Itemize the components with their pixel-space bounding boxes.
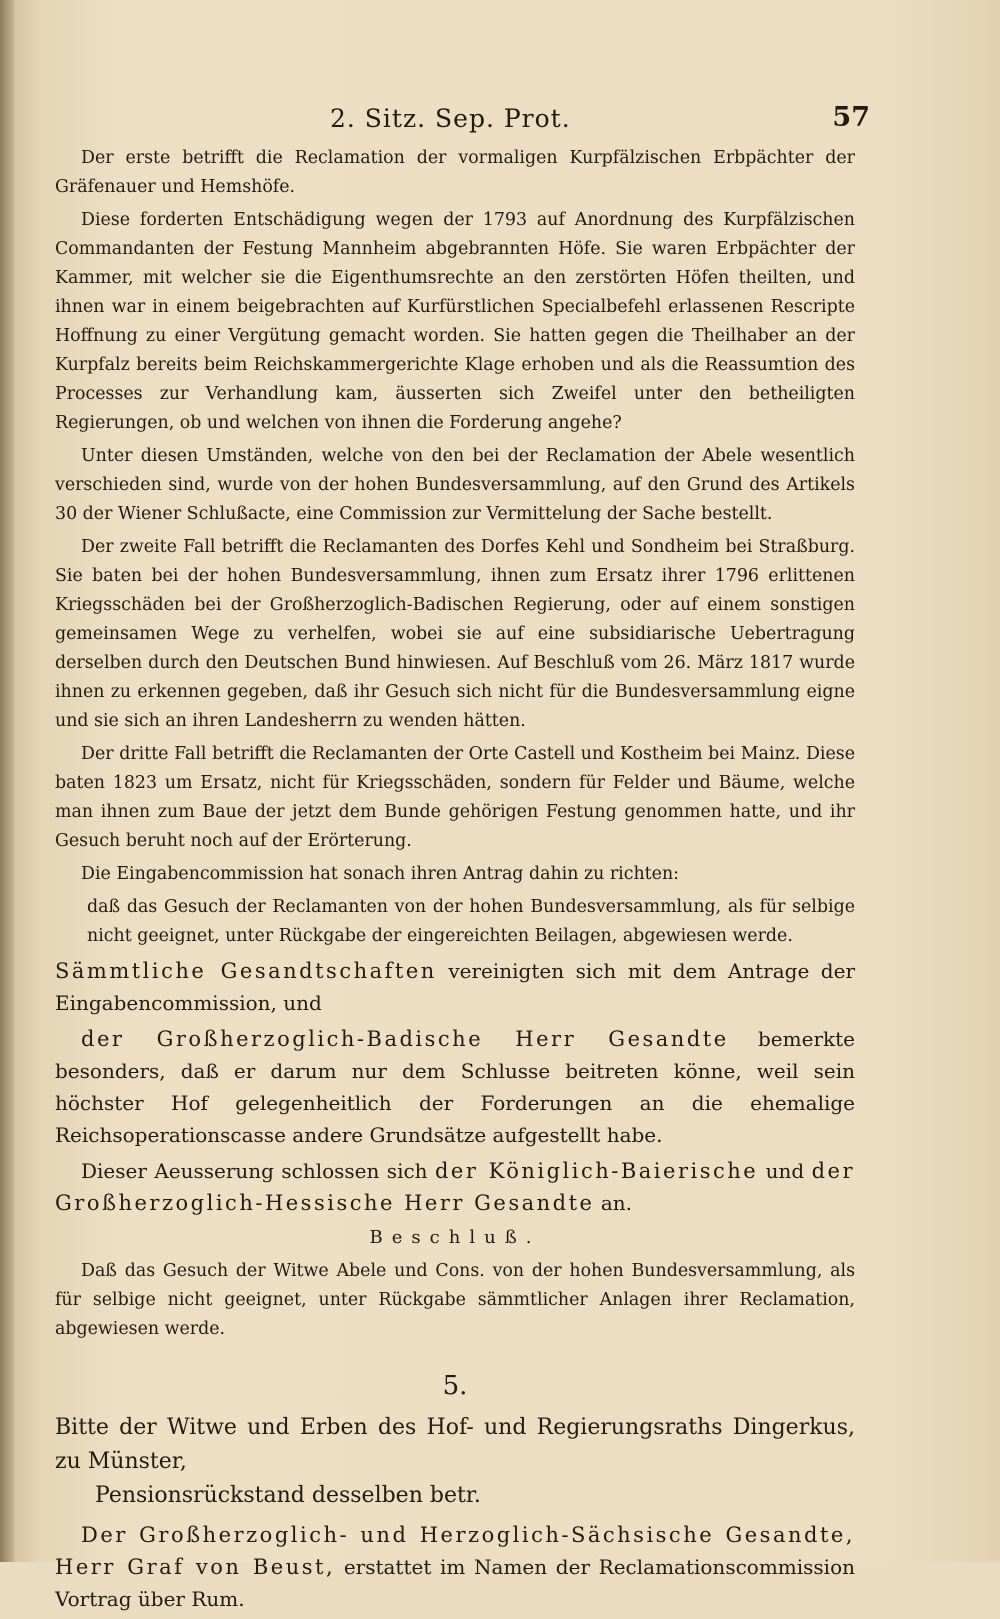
page-number: 57 xyxy=(832,102,870,133)
paragraph-text: bemerkte besonders, daß er darum nur dem Schlusse beitreten könne, weil sein höchster Hof gelegenheitlich der Forderungen an die ehemalige Reichsoperationscasse andere Grundsätze aufgestellt habe. xyxy=(55,1027,855,1147)
paragraph-text: vereinigten sich mit dem Antrage der Eingabencommission, und xyxy=(55,959,856,1015)
paragraph-text: und xyxy=(765,1159,805,1183)
paragraph-bavaria-hesse xyxy=(55,1155,855,1219)
paragraph-third-case: Der dritte Fall betrifft die Reclamanten der Orte Castell und Kostheim bei Mainz. Diese baten 1823 um Ersatz, nicht für Kriegsschäden, sondern für Felder und Bäume, welche man ihnen zum Baue der jetzt dem Bunde gehörigen Festung genommen hatte, und ihr Gesuch beruht noch auf der Erörterung. xyxy=(55,744,855,851)
paragraph-text: erstattet im Namen der Reclamationscommission Vortrag über Rum. xyxy=(55,1555,855,1611)
beschluss-heading: Beschluß. xyxy=(369,1227,541,1248)
paragraph-text: an. xyxy=(600,1191,632,1215)
spaced-phrase: der Großherzoglich-Badische Herr Gesandte xyxy=(81,1027,729,1051)
paragraph-baden-remark xyxy=(55,1023,855,1151)
section-number: 5. xyxy=(442,1371,468,1401)
page-header xyxy=(60,102,870,144)
paragraph-commission: Unter diesen Umständen, welche von den bei der Reclamation der Abele wesentlich verschieden sind, wurde von der hohen Bundesversammlung, auf den Grund des Artikels 30 der Wiener Schlußacte, eine Commission zur Vermittelung der Sache bestellt. xyxy=(55,446,855,524)
section-title-line-2: Pensionsrückstand desselben betr. xyxy=(95,1483,481,1508)
paragraph-commission-motion: Die Eingabencommission hat sonach ihren Antrag dahin zu richten: xyxy=(81,864,680,884)
beschluss-heading-line xyxy=(55,1223,855,1253)
section-title xyxy=(55,1411,855,1513)
paragraph-text: Dieser Aeusserung schlossen sich xyxy=(81,1159,428,1183)
spaced-phrase: der Königlich-Baierische xyxy=(434,1159,759,1183)
paragraph-all-delegations xyxy=(55,955,855,1019)
paragraph-first-case-details: Diese forderten Entschädigung wegen der 1793 auf Anordnung des Kurpfälzischen Commandanten der Festung Mannheim abgebrannten Höfe. Sie waren Erbpächter der Kammer, mit welcher sie die Eigenthumsrechte an den zerstörten Höfen theilten, und ihnen war in einem beigebrachten auf Kurfürstlichen Specialbefehl erlassenen Rescripte Hoffnung zu einer Vergütung gemacht worden. Sie hatten gegen die Theilhaber an der Kurpfalz bereits beim Reichskammergerichte Klage erhoben und als die Reassumtion des Processes zur Verhandlung kam, äusserten sich Zweifel unter den betheiligten Regierungen, ob und welchen von ihnen die Forderung angehe? xyxy=(55,210,855,433)
paragraph-saxon-report xyxy=(55,1519,855,1615)
section-title-line-1: Bitte der Witwe und Erben des Hof- und Regierungsraths Dingerkus, zu Münster, xyxy=(55,1415,855,1474)
page-body xyxy=(55,144,855,1619)
running-title: 2. Sitz. Sep. Prot. xyxy=(330,104,571,133)
paragraph-second-case: Der zweite Fall betrifft die Reclamanten des Dorfes Kehl und Sondheim bei Straßburg. Sie baten bei der hohen Bundesversammlung, ihnen zum Ersatz ihrer 1796 erlittenen Kriegsschäden bei der Großherzoglich-Badischen Regierung, oder auf einem sonstigen gemeinsamen Wege zu verhelfen, wobei sie auf eine subsidiarische Uebertragung derselben durch den Deutschen Bund hinwiesen. Auf Beschluß vom 26. März 1817 wurde ihnen zu erkennen gegeben, daß ihr Gesuch sich nicht für die Bundesversammlung eigne und sie sich an ihren Landesherrn zu wenden hätten. xyxy=(55,537,855,731)
paragraph-resolution: Daß das Gesuch der Witwe Abele und Cons. von der hohen Bundesversammlung, als für selbige nicht geeignet, unter Rückgabe sämmtlicher Anlagen ihrer Reclamation, abgewiesen werde. xyxy=(55,1261,855,1339)
spaced-phrase: Der Großherzoglich- und Herzoglich-Sächsische Gesandte, Herr Graf von Beust, xyxy=(55,1523,855,1579)
book-spine-shadow xyxy=(0,0,14,1562)
paragraph-motion-text: daß das Gesuch der Reclamanten von der hohen Bundesversammlung, als für selbige nicht geeignet, unter Rückgabe der eingereichten Beilagen, abgewiesen werde. xyxy=(87,897,855,946)
paragraph-first-case-intro: Der erste betrifft die Reclamation der vormaligen Kurpfälzischen Erbpächter der Gräfenauer und Hemshöfe. xyxy=(55,148,855,197)
spaced-phrase: der Großherzoglich-Hessische Herr Gesandte xyxy=(55,1159,856,1215)
spaced-phrase: Sämmtliche Gesandtschaften xyxy=(55,959,437,983)
